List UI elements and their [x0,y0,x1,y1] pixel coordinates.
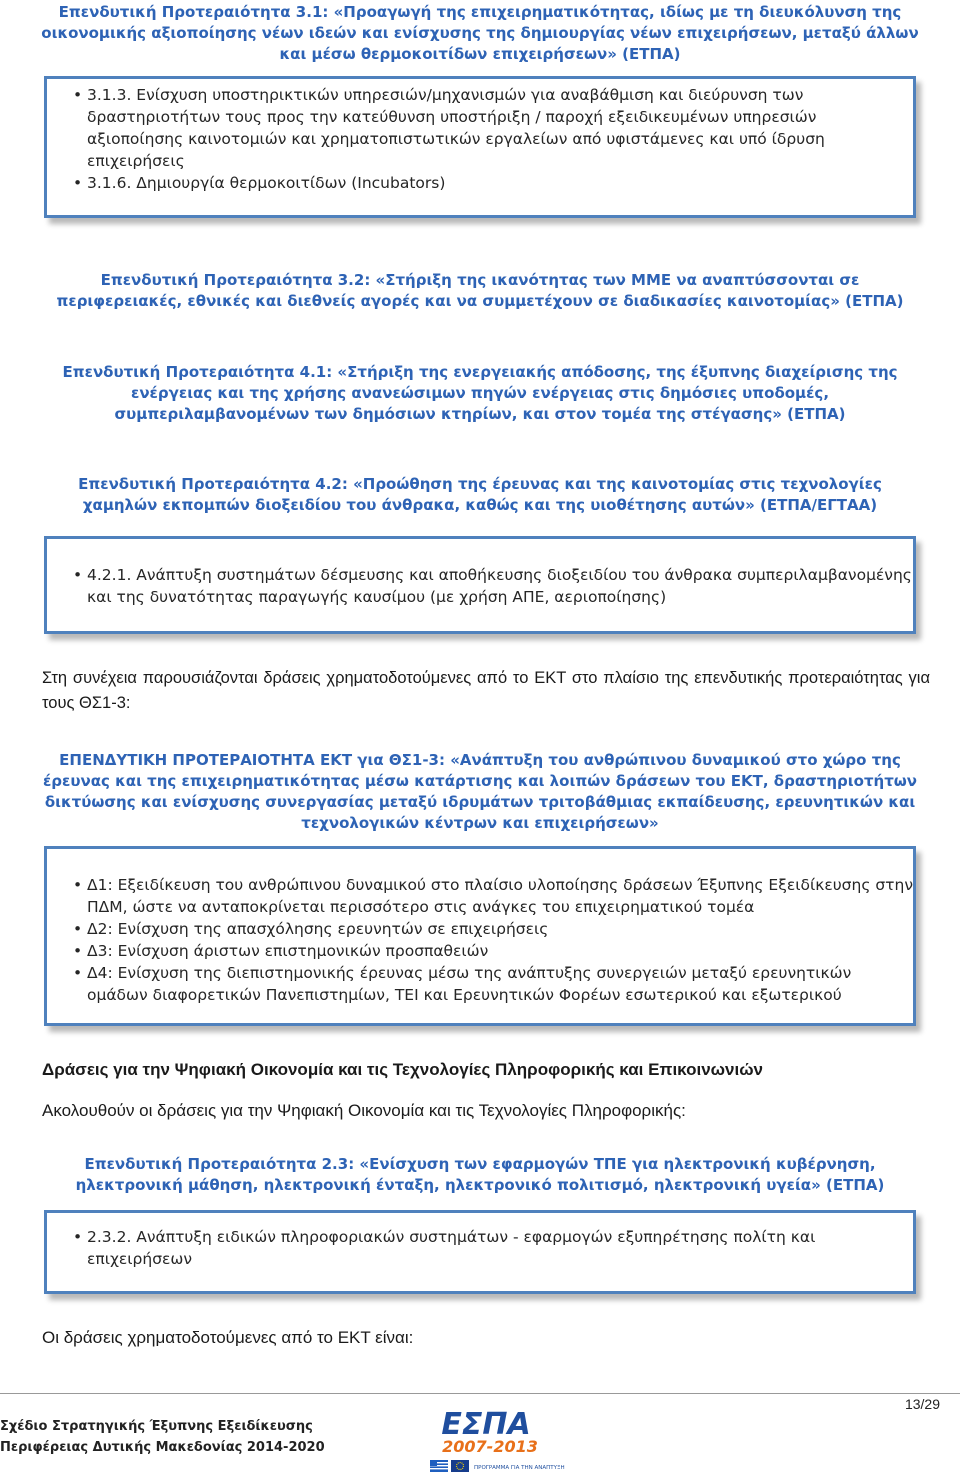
logo-text: ΕΣΠΑ [441,1407,531,1442]
paragraph-ekt-intro: Στη συνέχεια παρουσιάζονται δράσεις χρηματοδοτούμενες από το ΕΚΤ στο πλαίσιο της επενδυτικής προτεραιότητας για τους ΘΣ1-3: [42,669,930,712]
list-item: • 3.1.3. Ενίσχυση υποστηρικτικών υπηρεσιών/μηχανισμών για αναβάθμιση και διεύρυνση των δραστηριοτήτων τους προς την κατεύθυνση υποστήριξη / παροχή εξειδικευμένων υπηρεσιών αξιοποίησης καινοτομιών και χρηματοπιστωτικών εργαλείων από υφιστάμενες και υπό ίδρυση επιχειρήσεις [73,86,825,170]
heading-priority-3-1: Επενδυτική Προτεραιότητα 3.1: «Προαγωγή της επιχειρηματικότητας, ιδίως με τη διευκόλυνση της οικονομικής αξιοποίησης νέων ιδεών και ενίσχυσης της δημιουργίας νέων επιχειρήσεων, μεταξύ άλλων και μέσω θερμοκοιτίδων επιχειρήσεων» (ΕΤΠΑ) [41,3,919,63]
heading-priority-2-3: Επενδυτική Προτεραιότητα 2.3: «Ενίσχυση των εφαρμογών ΤΠΕ για ηλεκτρονική κυβέρνηση, ηλεκτρονική μάθηση, ηλεκτρονική ένταξη, ηλεκτρονικό πολιτισμό, ηλεκτρονική υγεία» (ΕΤΠΑ) [75,1155,885,1194]
eu-flag-icon [451,1460,469,1472]
heading-ekt-priority: ΕΠΕΝΔΥΤΙΚΗ ΠΡΟΤΕΡΑΙΟΤΗΤΑ ΕΚΤ για ΘΣ1-3: «Ανάπτυξη του ανθρώπινου δυναμικού στο χώρο της έρευνας και της επιχειρηματικότητας μέσω κατάρτισης και λοιπών δράσεων του ΕΚΤ, δραστηριοτήτων δικτύωσης και ενίσχυσης συνεργασίας μεταξύ ιδρυμάτων τριτοβάθμιας εκπαίδευσης, ερευνητικών και τεχνολογικών κέντρων και επιχειρήσεων» [42,751,918,832]
list-item: • 2.3.2. Ανάπτυξη ειδικών πληροφοριακών συστημάτων - εφαρμογών εξυπηρέτησης πολίτη και επιχειρήσεων [73,1228,816,1268]
paragraph-digital-intro: Ακολουθούν οι δράσεις για την Ψηφιακή Οικονομία και τις Τεχνολογίες Πληροφορικής: [42,1101,686,1120]
espa-logo [428,1404,565,1474]
list-item: • 4.2.1. Ανάπτυξη συστημάτων δέσμευσης και αποθήκευσης διοξειδίου του άνθρακα συμπεριλαμβανομένης και της δυνατότητας παραγωγής καυσίμου (με χρήση ΑΠΕ, αεριοποίησης) [73,566,912,606]
logo-tagline: ΠΡΟΓΡΑΜΜΑ ΓΙΑ ΤΗΝ ΑΝΑΠΤΥΞΗ [474,1465,565,1471]
heading-priority-4-1: Επενδυτική Προτεραιότητα 4.1: «Στήριξη της ενεργειακής απόδοσης, της έξυπνης διαχείρισης της ενέργειας και της χρήσης ανανεώσιμων πηγών ενέργειας στις δημόσιες υποδομές, συμπεριλαμβανομένων των δημόσιων κτηρίων, και στον τομέα της στέγασης» (ΕΤΠΑ) [62,363,898,423]
greek-flag-icon [430,1460,448,1472]
footer-line-2: Περιφέρειας Δυτικής Μακεδονίας 2014-2020 [0,1440,325,1455]
list-item: • Δ1: Εξειδίκευση του ανθρώπινου δυναμικού στο πλαίσιο υλοποίησης δράσεων Έξυπνης Εξειδίκευσης στην ΠΔΜ, ώστε να ανταποκρίνεται περισσότερο στις ανάγκες του επιχειρηματικού τομέα [73,876,913,916]
page-number: 13/29 [904,1396,940,1412]
heading-priority-4-2: Επενδυτική Προτεραιότητα 4.2: «Προώθηση της έρευνας και της καινοτομίας στις τεχνολογίες χαμηλών εκπομπών διοξειδίου του άνθρακα, καθώς και της υιοθέτησης αυτών» (ΕΤΠΑ/ΕΓΤΑΑ) [78,475,882,514]
heading-priority-3-2: Επενδυτική Προτεραιότητα 3.2: «Στήριξη της ικανότητας των ΜΜΕ να αναπτύσσονται σε περιφερειακές, εθνικές και διεθνείς αγορές και να συμμετέχουν σε διαδικασίες καινοτομίας» (ΕΤΠΑ) [56,271,904,310]
footer-divider [0,1393,960,1394]
box-actions-2-3 [44,1210,916,1294]
footer-line-1: Σχέδιο Στρατηγικής Έξυπνης Εξειδίκευσης [0,1419,313,1434]
box-actions-3-1 [44,76,916,218]
list-item: • Δ2: Ενίσχυση της απασχόλησης ερευνητών σε επιχειρήσεις [73,920,549,938]
logo-years: 2007-2013 [442,1437,538,1456]
list-item: • Δ3: Ενίσχυση άριστων επιστημονικών προσπαθειών [73,942,489,960]
box-actions-4-2 [44,536,916,634]
list-item: • Δ4: Ενίσχυση της διεπιστημονικής έρευνας μέσω της ανάπτυξης συνεργειών μεταξύ ερευνητικών ομάδων διαφορετικών Πανεπιστημίων, ΤΕΙ και Ερευνητικών Φορέων εσωτερικού και εξωτερικού [73,964,852,1004]
footer-document-title [0,1416,325,1458]
box-ekt-actions [44,846,916,1026]
list-item: • 3.1.6. Δημιουργία θερμοκοιτίδων (Incubators) [73,174,446,192]
paragraph-ekt-actions: Οι δράσεις χρηματοδοτούμενες από το ΕΚΤ είναι: [42,1328,414,1347]
section-title-digital-economy: Δράσεις για την Ψηφιακή Οικονομία και τις Τεχνολογίες Πληροφορικής και Επικοινωνιών [42,1060,764,1079]
